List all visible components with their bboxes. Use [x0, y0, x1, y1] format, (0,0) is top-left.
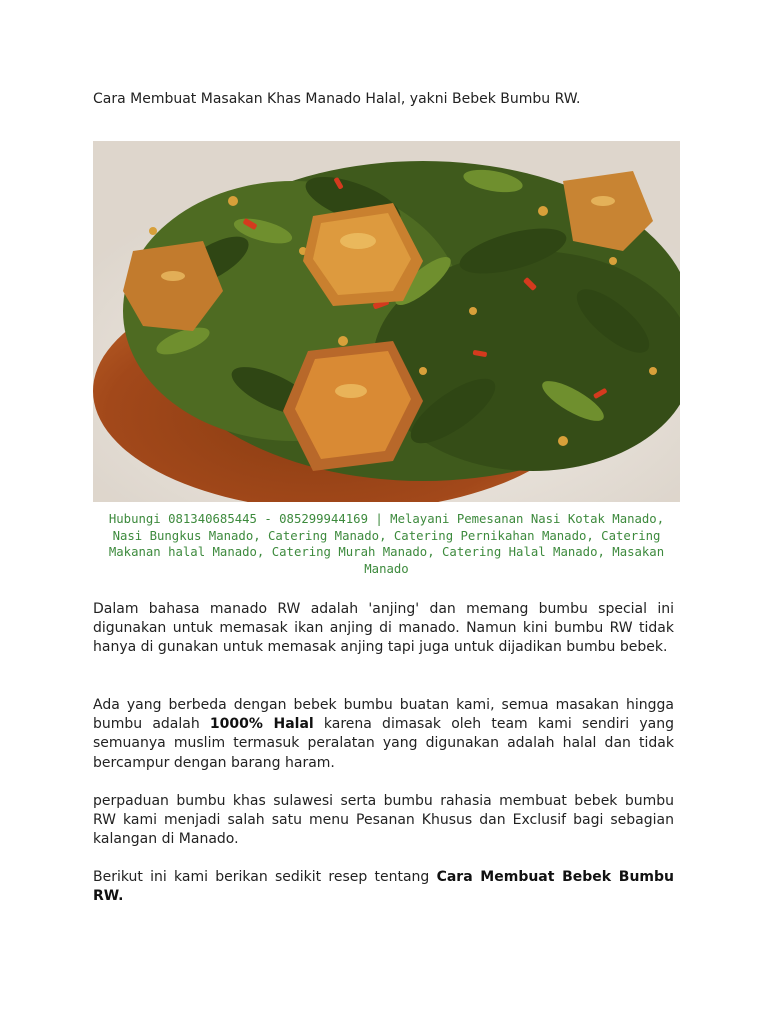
- paragraph-2-text-start: Ada yang berbeda dengan bebek bumbu buatan kami, semua masakan hingga bumbu adalah: [93, 697, 674, 733]
- paragraph-4-text: Berikut ini kami berikan sedikit resep tentang: [93, 869, 430, 885]
- paragraph-2: [93, 696, 674, 773]
- recipe-title-emphasis: Cara Membuat Bebek Bumbu RW.: [93, 869, 675, 905]
- image-caption: Hubungi 081340685445 - 085299944169 | Melayani Pemesanan Nasi Kotak Manado, Nasi Bungkus Manado, Catering Manado, Catering Pernikahan Manado, Catering Makanan halal Manado, Catering Murah Manado, Catering Halal Manado, Masakan Manado: [108, 512, 665, 576]
- paragraph-1: Dalam bahasa manado RW adalah 'anjing' dan memang bumbu special ini digunakan untuk memasak ikan anjing di manado. Namun kini bumbu RW tidak hanya di gunakan untuk memasak anjing tapi juga untuk dijadikan bumbu bebek.: [93, 601, 674, 656]
- paragraph-4: [93, 868, 674, 906]
- paragraph-3: perpaduan bumbu khas sulawesi serta bumbu rahasia membuat bebek bumbu RW kami menjadi salah satu menu Pesanan Khusus dan Exclusif bagi sebagian kalangan di Manado.: [93, 793, 674, 848]
- halal-emphasis: 1000% Halal: [209, 716, 314, 733]
- document-title: Cara Membuat Masakan Khas Manado Halal, yakni Bebek Bumbu RW.: [93, 91, 581, 107]
- paragraph-2-text-end: karena dimasak oleh team kami sendiri yang semuanya muslim termasuk peralatan yang digunakan adalah halal dan tidak bercampur dengan barang haram.: [93, 716, 675, 771]
- food-photo: [93, 141, 680, 502]
